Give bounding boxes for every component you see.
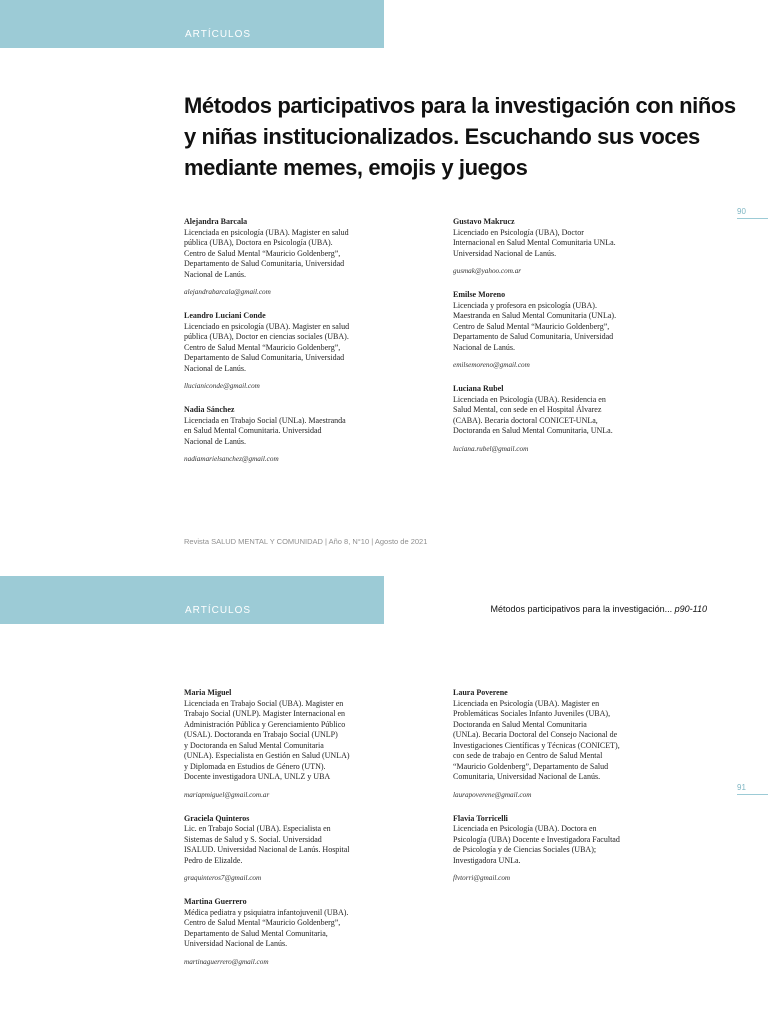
- author-affiliation-line: (CABA). Becaria doctoral CONICET-UNLa,: [453, 415, 598, 425]
- author-affiliation-line: Licenciado en psicología (UBA). Magister en salud: [184, 321, 350, 331]
- author-affiliation-line: pública (UBA), Doctor en ciencias sociales (UBA).: [184, 332, 349, 341]
- author-affiliation-line: (USAL). Doctoranda en Trabajo Social (UNLP): [184, 730, 338, 739]
- author-affiliation-line: Nacional de Lanús.: [184, 269, 246, 279]
- author-name: Alejandra Barcala: [184, 217, 248, 226]
- author-name: Laura Poverene: [453, 688, 508, 697]
- author-entry: [453, 290, 653, 370]
- article-title: Métodos participativos para la investigación con niños y niñas institucionalizados. Escuchando sus voces mediante memes, emojis y juegos: [184, 93, 736, 180]
- author-affiliation-line: Licenciada en Trabajo Social (UBA). Magister en: [184, 698, 344, 708]
- section-band: [0, 576, 384, 624]
- author-affiliation-line: y Diplomada en Estudios de Género (UTN).: [184, 761, 326, 771]
- author-affiliation-line: Departamento de Salud Comunitaria, Universidad: [184, 259, 345, 268]
- author-affiliation-line: (UNLA). Especialista en Gestión en Salud (UNLA): [184, 751, 350, 760]
- author-affiliation-line: Doctoranda en Salud Mental Comunitaria, UNLa.: [453, 426, 613, 435]
- author-affiliation-line: Médica pediatra y psiquiatra infantojuvenil (UBA).: [184, 907, 349, 917]
- author-name: Nadia Sánchez: [184, 405, 235, 414]
- author-affiliation-line: Salud Mental, con sede en el Hospital Álvarez: [453, 405, 602, 414]
- journal-footer: Revista SALUD MENTAL Y COMUNIDAD | Año 8, N°10 | Agosto de 2021: [184, 537, 428, 546]
- author-entry: [453, 217, 653, 276]
- running-header-title: Métodos participativos para la investigación...: [490, 604, 673, 614]
- author-name: Luciana Rubel: [453, 384, 504, 393]
- author-affiliation-line: Problemáticas Sociales Infanto Juveniles (UBA),: [453, 709, 611, 718]
- author-affiliation-line: pública (UBA), Doctora en Psicología (UBA).: [184, 238, 333, 247]
- author-affiliation-line: Licenciado en Psicología (UBA), Doctor: [453, 227, 584, 237]
- author-affiliation-line: de Psicología y de Ciencias Sociales (UBA);: [453, 845, 597, 854]
- author-affiliation-line: Comunitaria, Universidad Nacional de Lanús.: [453, 772, 601, 781]
- author-affiliation-line: Licenciada en Psicología (UBA). Residencia en: [453, 394, 606, 404]
- author-affiliation-line: Doctoranda en Salud Mental Comunitaria: [453, 719, 587, 729]
- author-affiliation-line: Departamento de Salud Comunitaria, Universidad: [453, 332, 614, 341]
- author-email: graquinteros7@gmail.com: [184, 874, 262, 882]
- author-affiliation-line: Universidad Nacional de Lanús.: [184, 939, 288, 948]
- author-entry: [184, 311, 384, 391]
- author-affiliation-line: Centro de Salud Mental “Mauricio Goldenberg”,: [453, 321, 610, 331]
- author-affiliation-line: Sistemas de Salud y S. Social. Universidad: [184, 834, 322, 844]
- author-affiliation-line: con sede de trabajo en Centro de Salud Mental: [453, 751, 603, 760]
- author-email: martinaguerrero@gmail.com: [184, 957, 269, 966]
- section-label: ARTÍCULOS: [185, 29, 252, 40]
- author-email: luciana.rubel@gmail.com: [453, 444, 529, 453]
- author-affiliation-line: Nacional de Lanús.: [184, 436, 246, 446]
- author-affiliation-line: Centro de Salud Mental “Mauricio Goldenberg”,: [184, 248, 341, 258]
- author-column-right: [453, 688, 653, 897]
- author-entry: [453, 814, 653, 884]
- author-affiliation-line: Trabajo Social (UNLP). Magister Internacional en: [184, 709, 345, 718]
- author-name: Flavia Torricelli: [453, 813, 508, 823]
- author-entry: [453, 384, 653, 454]
- author-email: emilsemoreno@gmail.com: [453, 361, 530, 369]
- author-entry: [184, 814, 384, 884]
- section-band: [0, 0, 384, 48]
- author-affiliation-line: Administración Pública y Gerenciamiento Público: [184, 719, 346, 729]
- author-entry: [184, 897, 384, 967]
- author-affiliation-line: Investigaciones Científicas y Técnicas (CONICET),: [453, 740, 620, 750]
- author-entry: [184, 217, 384, 297]
- author-email: llucianiconde@gmail.com: [184, 382, 260, 390]
- author-name: Gustavo Makrucz: [453, 217, 515, 226]
- author-affiliation-line: Licenciada en Trabajo Social (UNLa). Maestranda: [184, 415, 346, 425]
- author-name: Leandro Luciani Conde: [184, 311, 266, 320]
- author-email: alejandrabarcala@gmail.com: [184, 288, 271, 296]
- author-affiliation-line: Psicología (UBA) Docente e Investigadora Facultad: [453, 834, 620, 844]
- author-affiliation-line: Pedro de Elizalde.: [184, 855, 243, 865]
- author-affiliation-line: Licenciada en Psicología (UBA). Magister en: [453, 698, 600, 708]
- author-affiliation-line: Centro de Salud Mental “Mauricio Goldenberg”,: [184, 342, 341, 352]
- author-affiliation-line: en Salud Mental Comunitaria. Universidad: [184, 426, 322, 435]
- section-label: ARTÍCULOS: [185, 605, 252, 616]
- author-name: Maria Miguel: [184, 688, 232, 697]
- author-affiliation-line: “Mauricio Goldenberg”, Departamento de Salud: [453, 761, 609, 771]
- author-column-left: [184, 217, 384, 478]
- author-email: laurapoverene@gmail.com: [453, 790, 532, 799]
- author-affiliation-line: Licenciada en Psicología (UBA). Doctora en: [453, 824, 597, 833]
- author-name: Martina Guerrero: [184, 897, 247, 906]
- author-affiliation-line: Departamento de Salud Mental Comunitaria,: [184, 928, 328, 938]
- author-affiliation-line: y Doctoranda en Salud Mental Comunitaria: [184, 740, 324, 750]
- page-number: 90: [737, 207, 768, 219]
- author-entry: [184, 688, 384, 800]
- author-entry: [453, 688, 653, 800]
- author-affiliation-line: Investigadora UNLa.: [453, 855, 521, 865]
- author-affiliation-line: (UNLa). Becaria Doctoral del Consejo Nacional de: [453, 730, 618, 739]
- author-email: nadiamarielsanchez@gmail.com: [184, 455, 279, 463]
- author-email: flvtorri@gmail.com: [453, 874, 511, 882]
- author-affiliation-line: Nacional de Lanús.: [184, 363, 246, 373]
- author-column-right: [453, 217, 653, 468]
- author-affiliation-line: Maestranda en Salud Mental Comunitaria (UNLa).: [453, 311, 617, 320]
- author-affiliation-line: Nacional de Lanús.: [453, 342, 515, 352]
- author-affiliation-line: Departamento de Salud Comunitaria, Universidad: [184, 353, 345, 362]
- author-affiliation-line: Licenciada y profesora en psicología (UBA).: [453, 300, 597, 310]
- page-number: 91: [737, 783, 768, 795]
- author-name: Graciela Quinteros: [184, 813, 250, 823]
- author-affiliation-line: Docente investigadora UNLA, UNLZ y UBA: [184, 772, 331, 781]
- author-affiliation-line: Universidad Nacional de Lanús.: [453, 248, 557, 258]
- running-header: [491, 604, 708, 614]
- running-header-pages: p90-110: [674, 604, 707, 614]
- author-affiliation-line: Licenciada en psicología (UBA). Magister en salud: [184, 227, 349, 237]
- author-email: mariapmiguel@gmail.com.ar: [184, 790, 270, 799]
- author-entry: [184, 405, 384, 464]
- author-affiliation-line: Lic. en Trabajo Social (UBA). Especialista en: [184, 824, 331, 833]
- author-email: gusmak@yahoo.com.ar: [453, 267, 522, 275]
- author-affiliation-line: ISALUD. Universidad Nacional de Lanús. Hospital: [184, 845, 350, 854]
- author-name: Emilse Moreno: [453, 290, 506, 299]
- author-affiliation-line: Internacional en Salud Mental Comunitaria UNLa.: [453, 238, 616, 247]
- author-column-left: [184, 688, 384, 981]
- author-affiliation-line: Centro de Salud Mental “Mauricio Goldenberg”,: [184, 918, 341, 927]
